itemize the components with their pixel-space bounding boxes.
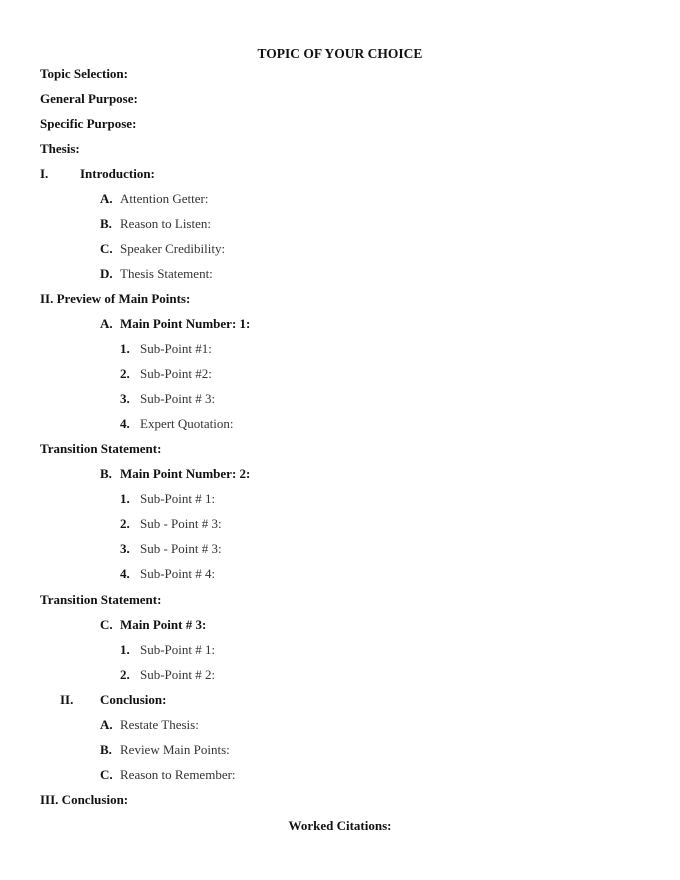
list-marker: 2. bbox=[120, 667, 130, 682]
list-marker: A. bbox=[100, 316, 113, 331]
list-marker: B. bbox=[100, 466, 112, 481]
main-point-heading bbox=[100, 617, 206, 633]
list-item bbox=[120, 491, 215, 507]
list-marker: B. bbox=[100, 742, 112, 757]
list-marker: C. bbox=[100, 617, 113, 632]
list-item bbox=[100, 191, 208, 207]
list-marker: C. bbox=[100, 241, 113, 256]
thesis-label: Thesis: bbox=[40, 141, 80, 156]
list-item bbox=[100, 767, 236, 783]
general-purpose-label: General Purpose: bbox=[40, 91, 138, 106]
list-item-text: Sub-Point #2: bbox=[140, 366, 212, 381]
list-item bbox=[120, 366, 212, 382]
list-item bbox=[120, 566, 215, 582]
list-marker: C. bbox=[100, 767, 113, 782]
list-marker: 3. bbox=[120, 541, 130, 556]
conclusion-label: Conclusion: bbox=[100, 692, 167, 707]
list-item bbox=[100, 717, 199, 733]
topic-selection-label: Topic Selection: bbox=[40, 66, 128, 81]
list-item-text: Sub-Point # 2: bbox=[140, 667, 216, 682]
introduction-heading bbox=[40, 166, 155, 182]
list-marker: 2. bbox=[120, 366, 130, 381]
list-item-text: Expert Quotation: bbox=[140, 416, 234, 431]
list-marker: D. bbox=[100, 266, 113, 281]
list-item bbox=[100, 216, 211, 232]
main-point-label: Main Point Number: 2: bbox=[120, 466, 251, 481]
list-marker: A. bbox=[100, 717, 113, 732]
transition-statement: Transition Statement: bbox=[40, 441, 162, 456]
introduction-label: Introduction: bbox=[80, 166, 155, 181]
list-item bbox=[120, 416, 234, 432]
list-item-text: Sub-Point # 4: bbox=[140, 566, 216, 581]
list-item-text: Attention Getter: bbox=[120, 191, 209, 206]
main-point-label: Main Point # 3: bbox=[120, 617, 207, 632]
roman-numeral: I. bbox=[40, 166, 49, 181]
list-item-text: Sub-Point # 3: bbox=[140, 391, 216, 406]
citations-heading: Worked Citations: bbox=[288, 818, 392, 833]
roman-numeral: II. bbox=[60, 692, 74, 707]
list-marker: 4. bbox=[120, 566, 130, 581]
document-title: TOPIC OF YOUR CHOICE bbox=[257, 46, 423, 61]
list-marker: 3. bbox=[120, 391, 130, 406]
list-marker: 1. bbox=[120, 341, 130, 356]
conclusion-heading bbox=[60, 692, 166, 708]
specific-purpose-label: Specific Purpose: bbox=[40, 116, 137, 131]
preview-heading: II. Preview of Main Points: bbox=[40, 291, 191, 306]
list-marker: 1. bbox=[120, 642, 130, 657]
list-item-text: Sub - Point # 3: bbox=[140, 516, 222, 531]
list-marker: A. bbox=[100, 191, 113, 206]
main-point-heading bbox=[100, 316, 250, 332]
list-item bbox=[100, 742, 230, 758]
main-point-label: Main Point Number: 1: bbox=[120, 316, 251, 331]
list-item bbox=[120, 642, 215, 658]
list-marker: 1. bbox=[120, 491, 130, 506]
list-marker: 4. bbox=[120, 416, 130, 431]
list-item-text: Sub-Point # 1: bbox=[140, 642, 216, 657]
list-item bbox=[120, 541, 222, 557]
transition-statement: Transition Statement: bbox=[40, 592, 162, 607]
list-item bbox=[100, 241, 225, 257]
list-item-text: Thesis Statement: bbox=[120, 266, 213, 281]
list-item-text: Sub-Point # 1: bbox=[140, 491, 216, 506]
list-marker: 2. bbox=[120, 516, 130, 531]
list-item bbox=[120, 667, 215, 683]
list-item bbox=[120, 341, 212, 357]
conclusion-section-heading: III. Conclusion: bbox=[40, 792, 129, 807]
list-item-text: Reason to Listen: bbox=[120, 216, 211, 231]
list-item-text: Sub-Point #1: bbox=[140, 341, 212, 356]
list-item-text: Sub - Point # 3: bbox=[140, 541, 222, 556]
list-item-text: Speaker Credibility: bbox=[120, 241, 226, 256]
main-point-heading bbox=[100, 466, 250, 482]
list-item-text: Reason to Remember: bbox=[120, 767, 236, 782]
list-item bbox=[120, 391, 215, 407]
list-item bbox=[100, 266, 213, 282]
list-item-text: Restate Thesis: bbox=[120, 717, 199, 732]
list-marker: B. bbox=[100, 216, 112, 231]
list-item-text: Review Main Points: bbox=[120, 742, 230, 757]
list-item bbox=[120, 516, 222, 532]
